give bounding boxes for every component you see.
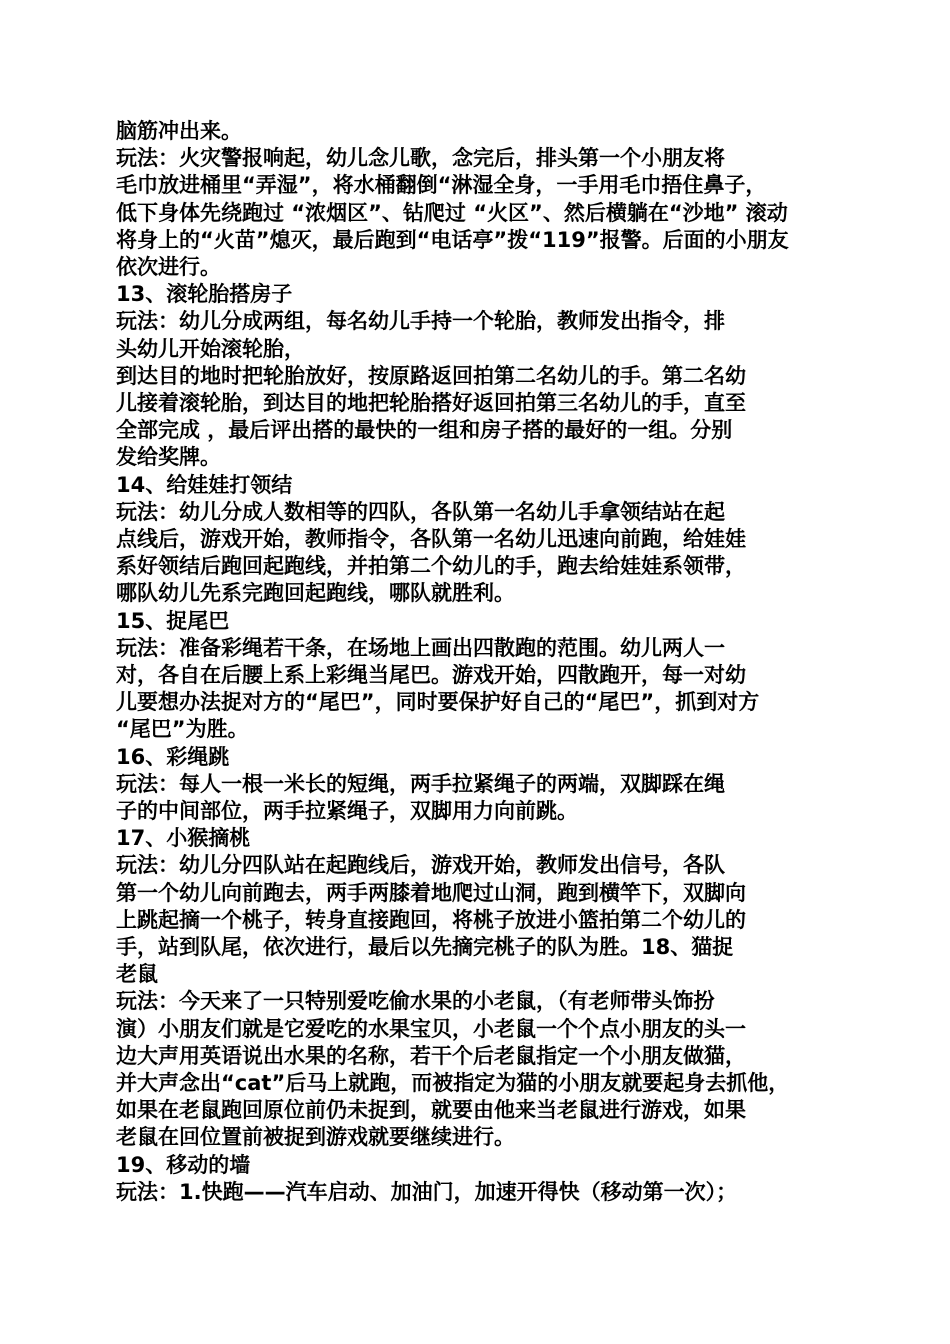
- text-line: 演）小朋友们就是它爱吃的水果宝贝，小老鼠一个个点小朋友的头一: [116, 1016, 746, 1041]
- text-line: 儿要想办法捉对方的“尾巴”，同时要保护好自己的“尾巴”，抓到对方: [116, 690, 760, 715]
- text-line: 系好领结后跑回起跑线，并拍第二个幼儿的手，跑去给娃娃系领带，: [116, 554, 746, 579]
- text-line: 玩法：火灾警报响起，幼儿念儿歌，念完后，排头第一个小朋友将: [116, 146, 725, 171]
- text-line: 将身上的“火苗”熄灭，最后跑到“电话亭”拨“119”报警。后面的小朋友: [116, 227, 789, 252]
- text-line: 到达目的地时把轮胎放好，按原路返回拍第二名幼儿的手。第二名幼: [116, 363, 746, 388]
- text-line: 依次进行。: [116, 255, 221, 279]
- text-line: 玩法：幼儿分成两组，每名幼儿手持一个轮胎，教师发出指令，排: [116, 309, 725, 334]
- text-line: 17、小猴摘桃: [116, 826, 251, 851]
- text-line: 全部完成 ，最后评出搭的最快的一组和房子搭的最好的一组。分别: [116, 418, 733, 443]
- text-line: 16、彩绳跳: [116, 744, 230, 769]
- text-line: 边大声用英语说出水果的名称，若干个后老鼠指定一个小朋友做猫，: [116, 1043, 746, 1068]
- text-line: 第一个幼儿向前跑去，两手两膝着地爬过山洞，跑到横竿下，双脚向: [116, 880, 746, 905]
- text-line: 低下身体先绕跑过 “浓烟区”、钻爬过 “火区”、然后横躺在“沙地” 滚动: [116, 200, 788, 225]
- text-line: 如果在老鼠跑回原位前仍未捉到，就要由他来当老鼠进行游戏，如果: [116, 1098, 746, 1123]
- text-line: 并大声念出“cat”后马上就跑，而被指定为猫的小朋友就要起身去抓他，: [116, 1071, 790, 1095]
- text-line: 子的中间部位，两手拉紧绳子，双脚用力向前跳。: [116, 799, 578, 823]
- text-line: 上跳起摘一个桃子，转身直接跑回，将桃子放进小篮拍第二个幼儿的: [116, 907, 746, 932]
- text-line: 玩法：幼儿分成人数相等的四队，各队第一名幼儿手拿领结站在起: [116, 499, 725, 524]
- text-line: 毛巾放进桶里“弄湿”，将水桶翻倒“淋湿全身，一手用毛巾捂住鼻子，: [116, 173, 767, 198]
- text-line: 14、给娃娃打领结: [116, 472, 293, 497]
- text-line: 对，各自在后腰上系上彩绳当尾巴。游戏开始，四散跑开，每一对幼: [116, 663, 746, 687]
- text-line: 15、捉尾巴: [116, 608, 230, 633]
- text-line: 玩法：1.快跑——汽车启动、加油门，加速开得快（移动第一次）；: [116, 1179, 738, 1204]
- text-line: 13、滚轮胎搭房子: [116, 282, 293, 307]
- text-line: 19、移动的墙: [116, 1152, 251, 1177]
- text-line: 老鼠: [116, 962, 158, 987]
- text-line: 发给奖牌。: [116, 445, 221, 470]
- text-line: 老鼠在回位置前被捉到游戏就要继续进行。: [116, 1125, 515, 1150]
- text-line: 头幼儿开始滚轮胎，: [116, 336, 305, 361]
- text-line: “尾巴”为胜。: [116, 717, 249, 742]
- text-line: 玩法：今天来了一只特别爱吃偷水果的小老鼠，（有老师带头饰扮: [116, 989, 715, 1014]
- text-line: 玩法：幼儿分四队站在起跑线后，游戏开始，教师发出信号，各队: [116, 853, 725, 878]
- text-line: 玩法：每人一根一米长的短绳，两手拉紧绳子的两端，双脚踩在绳: [116, 771, 725, 796]
- text-line: 点线后，游戏开始，教师指令，各队第一名幼儿迅速向前跑，给娃娃: [116, 527, 746, 551]
- text-line: 玩法：准备彩绳若干条，在场地上画出四散跑的范围。幼儿两人一: [116, 635, 725, 660]
- text-line: 儿接着滚轮胎，到达目的地把轮胎搭好返回拍第三名幼儿的手，直至: [116, 391, 746, 415]
- text-line: 手，站到队尾，依次进行，最后以先摘完桃子的队为胜。18、猫捉: [116, 935, 734, 959]
- text-line: 哪队幼儿先系完跑回起跑线，哪队就胜利。: [116, 581, 515, 606]
- text-line: 脑筋冲出来。: [116, 119, 242, 143]
